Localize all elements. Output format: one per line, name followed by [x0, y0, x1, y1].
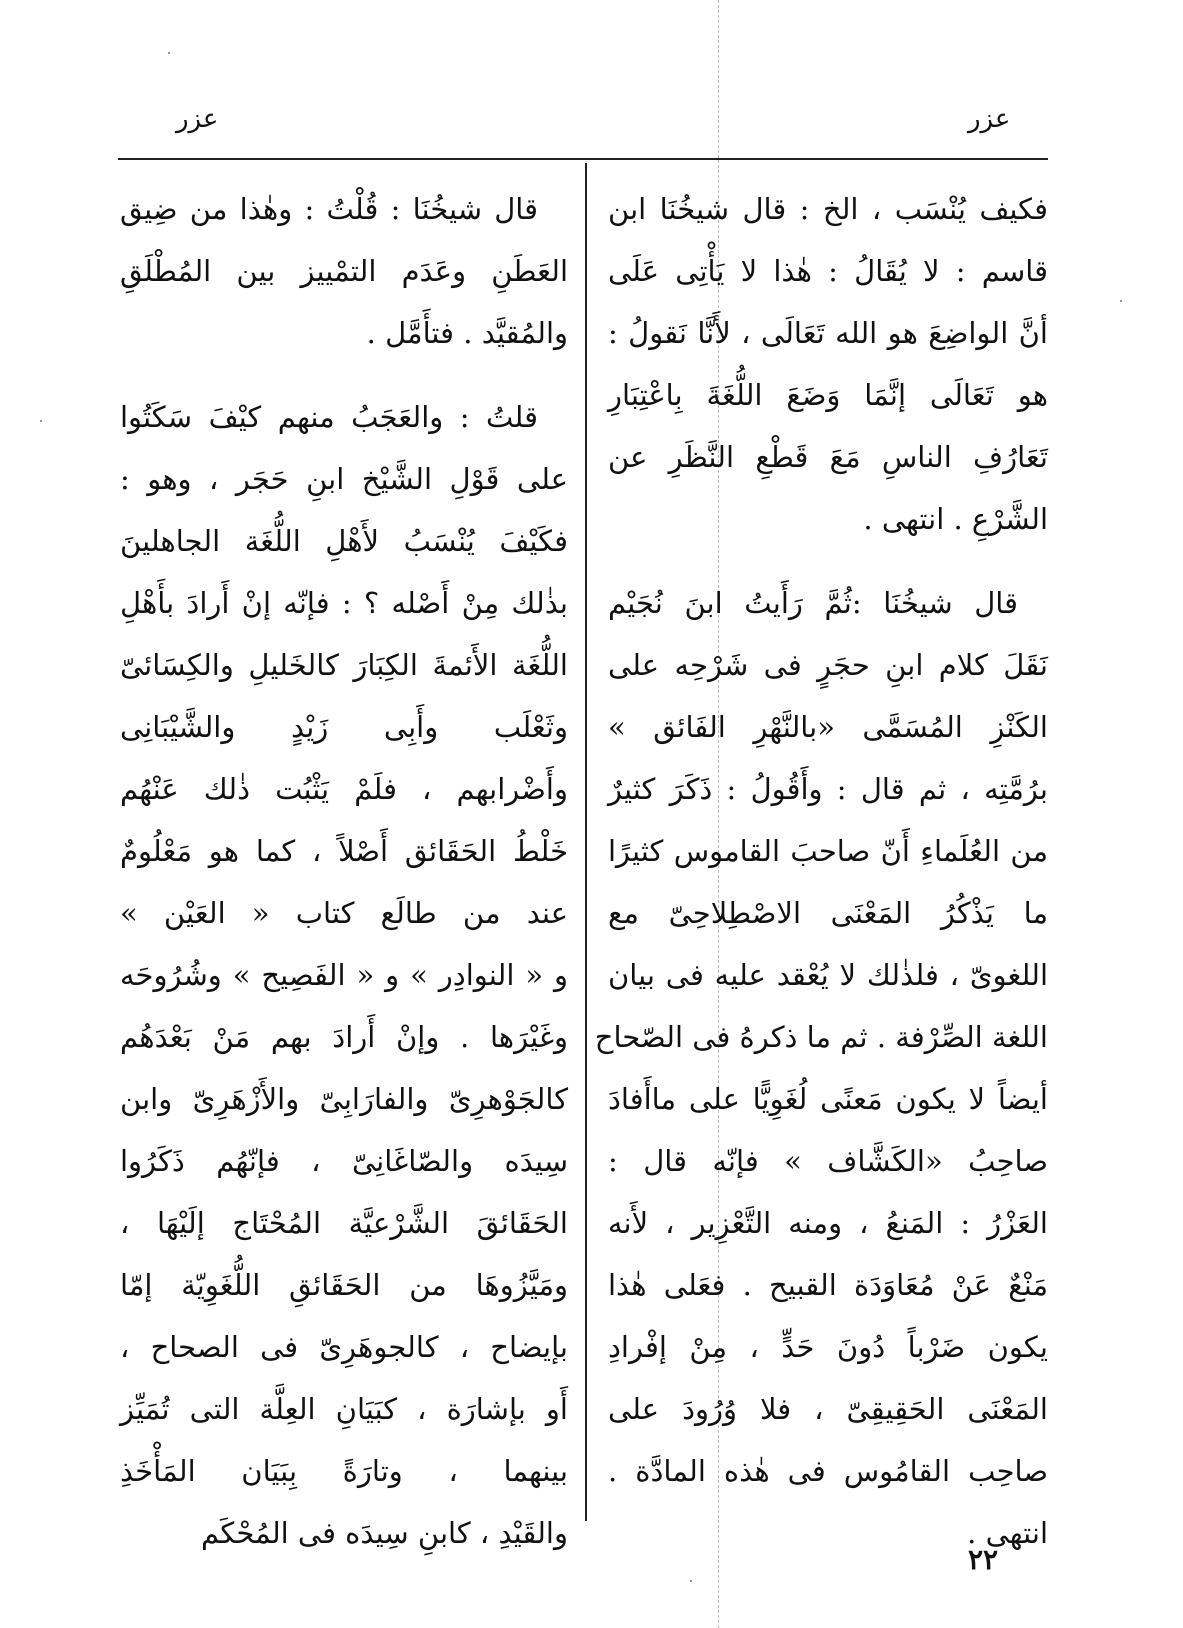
text-line: ومَيَّزُوهَا من الحَقَائقِ اللُّغَوِيّة إمّا	[120, 1268, 568, 1302]
text-line: مَنْعٌ عَنْ مُعَاوَدَة القبيح . فعَلى هٰذا	[608, 1268, 1048, 1302]
scan-speck	[1120, 300, 1122, 302]
text-line: هو تَعَالَى إنَّمَا وَضَعَ اللُّغَةَ بِاعْتِبَارِ	[608, 378, 1048, 412]
text-line: وثَعْلَب وأَبِى زَيْدٍ والشَّيْبَانِى	[120, 710, 568, 744]
text-line: على قَوْلِ الشَّيْخ ابنِ حَجَر ، وهو :	[120, 462, 568, 496]
right-column	[594, 178, 1048, 1586]
text-line: قلتُ : والعَجَبُ منهم كيْفَ سَكَتُوا	[120, 400, 538, 434]
text-line: خَلْطُ الحَقَائق أَصْلاً ، كما هو مَعْلُومٌ	[120, 834, 568, 868]
text-line: وأَضْرابهم ، فلَمْ يَثْبُت ذٰلك عَنْهُم	[120, 772, 568, 806]
text-line: برُمَّتِه ، ثم قال : وأَقُولُ : ذَكَرَ كثيرٌ	[608, 772, 1048, 806]
text-line: بإيضاح ، كالجوهَرِىّ فى الصحاح ،	[120, 1330, 568, 1364]
text-line: كالجَوْهرِىّ والفارَابِىّ والأَزْهَرِىّ وابن	[120, 1082, 568, 1116]
scan-speck	[40, 420, 42, 422]
header-rule	[118, 158, 1048, 160]
text-line: العَزْرُ : المَنعُ ، ومنه التَّعْزِير ، لأَنه	[608, 1206, 1048, 1240]
text-line: الحَقَائقَ الشَّرْعيَّة المُحْتَاج إلَيْهَا ،	[120, 1206, 568, 1240]
text-line: أَو بإشارَة ، كبَيَانِ العِلَّة التى تُمَيِّز	[120, 1392, 568, 1426]
text-line: والقَيْدِ ، كابنِ سِيدَه فى المُحْكَم	[201, 1516, 568, 1550]
text-line: بذٰلك مِنْ أَصْله ؟ : فإنّه إنْ أَرادَ بأَهْلِ	[120, 586, 568, 620]
text-line: اللغة الصِّرْفة . ثم ما ذكرهُ فى الصّحاح	[594, 1020, 1048, 1054]
text-line: وغَيْرَها . وإنْ أَرادَ بهم مَنْ بَعْدَهُم	[120, 1020, 568, 1054]
text-line: سِيدَه والصّاغَانِىّ ، فإنّهُم ذَكَرُوا	[120, 1144, 568, 1178]
text-line: انتهى .	[967, 1516, 1048, 1550]
left-paragraph-2	[120, 386, 568, 1564]
text-line: الشَّرْعِ . انتهى .	[863, 502, 1048, 536]
text-line: قاسم : لا يُقَالُ : هٰذا لا يَأْتِى عَلَى	[608, 254, 1048, 288]
text-line: يكون ضَرْباً دُونَ حَدٍّ ، مِنْ إفْرادِ	[608, 1330, 1048, 1364]
text-line: اللُّغَة الأَئمةَ الكِبَارَ كالخَليلِ والكِسَائىّ	[120, 648, 568, 682]
text-line: صاحِب القامُوس فى هٰذه المادَّة .	[608, 1454, 1048, 1488]
text-line: فكيف يُنْسَب ، الخ : قال شيخُنَا ابن	[608, 192, 1048, 226]
left-column	[120, 178, 568, 1586]
right-paragraph-1	[608, 178, 1048, 550]
column-divider	[585, 163, 587, 1521]
text-line: عند من طالَع كتاب « العَيْن »	[120, 896, 568, 930]
text-line: الكَنْزِ المُسَمَّى «بالنَّهْرِ الفَائق »	[608, 710, 1048, 744]
text-line: صاحِبُ «الكَشَّاف » فإنّه قال :	[608, 1144, 1048, 1178]
running-header-left: عزر	[176, 104, 219, 134]
scan-speck	[168, 52, 170, 54]
text-line: من العُلَماءِ أَنّ صاحبَ القاموس كثيرًا	[608, 834, 1048, 868]
text-line: بينهما ، وتارَةً بِبَيَان المَأْخَذِ	[120, 1454, 568, 1488]
running-header-right: عزر	[968, 104, 1011, 134]
page-number: ٢٢	[968, 1543, 999, 1576]
text-line: تَعَارُفِ الناسِ مَعَ قَطْعِ النَّظَرِ عن	[608, 440, 1048, 474]
text-line: نَقَلَ كلام ابنِ حجَرٍ فى شَرْحِه على	[608, 648, 1048, 682]
text-line: اللغوىّ ، فلذٰلك لا يُعْقد عليه فى بيان	[608, 958, 1048, 992]
text-line: أيضاً لا يكون مَعنًى لُغَوِيًّا على ماأَفادَ	[608, 1082, 1048, 1116]
text-line: فكَيْفَ يُنْسَبُ لأَهْلِ اللُّغَة الجاهلينَ	[120, 524, 568, 558]
text-line: و « النوادِر » و « الفَصِيح » وشُرُوحَه	[120, 958, 568, 992]
text-line: ما يَذْكُرُ المَعْنَى الاصْطِلاحِىّ مع	[608, 896, 1048, 930]
text-line: والمُقيَّد . فتأَمَّل .	[366, 316, 568, 350]
right-paragraph-2	[594, 572, 1048, 1564]
text-line: قال شيخُنَا : قُلْتُ : وهٰذا من ضِيق	[120, 192, 538, 226]
text-line: المَعْنَى الحَقِيقِىّ ، فلا وُرُودَ على	[608, 1392, 1048, 1426]
text-line: أنَّ الواضِعَ هو الله تَعَالَى ، لأَنَّا نَقولُ :	[608, 316, 1048, 350]
left-paragraph-1	[120, 178, 568, 364]
text-line: العَطَنِ وعَدَم التمْييز بين المُطْلَقِ	[120, 254, 568, 288]
text-line: قال شيخُنَا :ثُمَّ رَأَيتُ ابنَ نُجَيْم	[608, 586, 1018, 620]
